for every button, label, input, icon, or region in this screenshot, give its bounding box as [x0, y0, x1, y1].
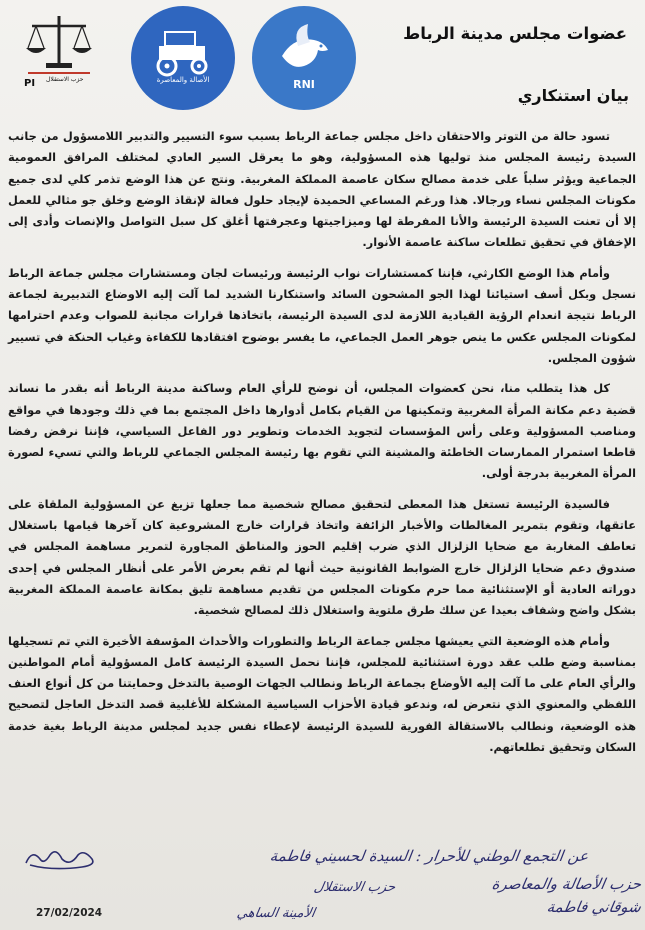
letterhead [0, 0, 645, 115]
paragraph: وأمام هذه الوضعية التي يعيشها مجلس جماعة الرباط والتطورات والأحداث المؤسفة الأخيرة التي تم تسجيلها بمناسبة وضع طلب عقد دورة استثنائية للمجلس، فإننا نحمل السيدة الرئيسة كامل المسؤولية أمام المواطنين والرأي العام على ما آلت إليه الأوضاع بجماعة الرباط ونطالب الجهات الوصية بالتدخل وحمايتنا من كل أنواع العنف اللفظي والمعنوي الذي نتعرض له، وندعو قيادة الأحزاب السياسية المشكلة للأغلبية قصد التدخل العاجل لتصحيح هذه الوضعية، ونطالب بالاستقالة الفورية للسيدة الرئيسة لإعطاء نفس جديد لمجلس مدينة الرباط بغية خدمة السكان وتحقيق تطلعاتهم. [8, 633, 636, 755]
signature-rni [18, 845, 628, 875]
paragraph: فالسيدة الرئيسة تستغل هذا المعطى لتحقيق مصالح شخصية مما جعلها تزيغ عن المسؤولية الملقاة على عاتقها، وتقوم بتمرير المغالطات والأخبار الزائفة واتخاذ قرارات خارج المشروعية كان آخرها قيامها باستغلال تعاطف المغاربة مع ضحايا الزلزال الذي ضرب إقليم الحوز والمناطق المجاورة لتمرير مساهمة المجلس في صندوق دعم ضحايا الزلزال خارج الضوابط القانونية حيث أنها لم تقم بعرض الأمر على أنظار المجلس في إحدى دوراته العادية أو الإستثنائية مما حرم مكونات المجلس من تقديم مساهمة تليق بمكانة عاصمة المملكة المغربية بشكل واضح وشفاف بعيدا عن سلك طرق ملتوية واستغلال ذلك لمصالح شخصية. [8, 496, 636, 618]
letter-heading: عضوات مجلس مدينة الرباط [403, 24, 627, 43]
paragraph: وأمام هذا الوضع الكارثي، فإننا كمستشارات نواب الرئيسة ورئيسات لجان ومستشارات مجلس جماعة الرباط نسجل وبكل أسف استيائنا لهذا الجو المشحون السائد واستنكارنا الشديد لما آلت إليه الاوضاع التدبيرية لجماعة الرباط نتيجة انعدام الرؤية القيادية اللازمة لدى السيدة الرئيسة، باتخاذها قرارات مجانبة للصواب وعدم احترامها لمكونات المجلس عكس ما ينص جوهر العمل الجماعي، ما يفسر بوضوح افتقادها للكفاءة وغياب الحنكة في تسيير شؤون المجلس. [8, 265, 636, 365]
signature-pam: حزب الأصالة والمعاصرة [490, 875, 643, 893]
svg-text:PI: PI [24, 78, 36, 89]
signature-rni-text: عن التجمع الوطني للأحرار : السيدة لحسيني فاطمة [268, 847, 590, 865]
paragraph: تسود حالة من التوتر والاحتقان داخل مجلس جماعة الرباط بسبب سوء التسيير والتدبير اللامسؤول من جانب السيدة رئيسة المجلس منذ توليها هذه المسؤولية، وهو ما يعرقل السير العادي لمختلف المرافق العمومية الجماعية ويؤثر سلباً على خدمة مصالح سكان عاصمة المملكة المغربية. ونتج عن هذا الوضع تذمر كلي لدى جميع مكونات المجلس نساء ورجالا. هذا ورغم المساعي الحميدة لإيجاد حلول فعالة لإنقاذ الوضع وخلق جو مثالي للعمل إلا أن تعنت السيدة الرئيسة والأنا المفرطة لها وميزاجيتها وعجرفتها أغلق كل سبل التواصل والإنصات وأدى إلى الإخفاق في تحقيق تطلعات ساكنة عاصمة الأنوار. [8, 129, 636, 250]
paragraph: كل هذا يتطلب منا، نحن كعضوات المجلس، أن نوضح للرأي العام وساكنة مدينة الرباط أنه بقدر ما نساند قضية دعم مكانة المرأة المغربية وتمكينها من القيام بكامل أدوارها داخل المجتمع بما في ذلك وجودها في مواقع ومناصب المسؤولية وعلى رأس المؤسسات لتجويد الخدمات وتطوير دور الفاعل السياسي، فإننا نرفض رفضا قاطعا استمرار الممارسات الخاطئة والمشينة التي تقوم بها رئيسة المجلس الجماعي للرباط والتي تسيء لصورة المرأة المغربية بدرجة أولى. [8, 381, 636, 481]
rni-logo [252, 6, 356, 110]
tractor-icon [131, 6, 235, 110]
pi-logo [20, 10, 98, 90]
pam-logo [131, 6, 235, 110]
pi-caption: حزب الاستقلال [46, 76, 84, 83]
statement-title: بيان استنكاري [517, 86, 629, 105]
pam-caption: الأصالة والمعاصرة [156, 76, 210, 84]
signature-pi: حزب الاستقلال [312, 880, 397, 895]
rni-caption: RNI [293, 78, 315, 91]
handwritten-signature [22, 845, 102, 875]
document-date: 27/02/2024 [36, 907, 103, 919]
dove-icon [252, 6, 356, 110]
statement-body [8, 126, 636, 767]
signature-pi-name: الأمينة الساهي [235, 906, 317, 921]
signature-pam-name: شوقاني فاطمة [545, 898, 643, 916]
